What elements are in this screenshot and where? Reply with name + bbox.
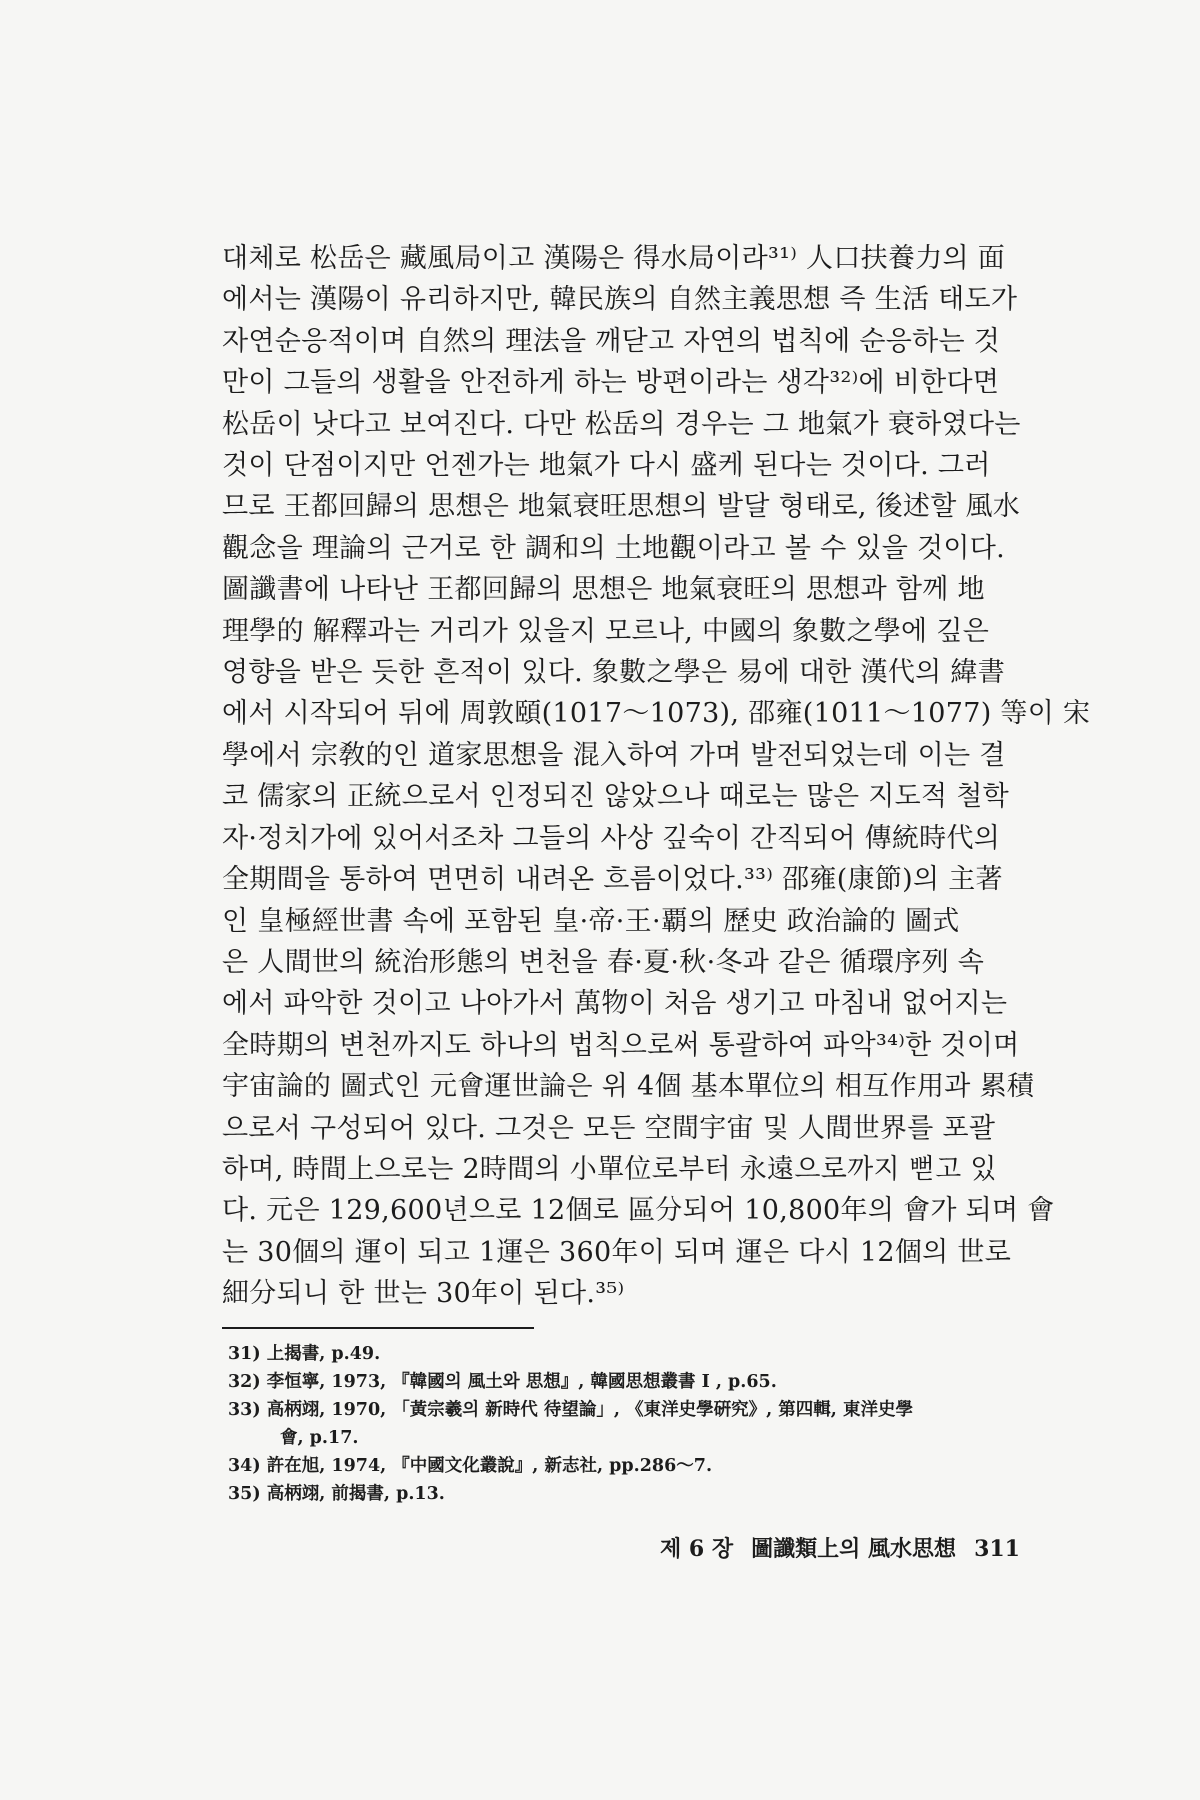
body-line: 는 30個의 運이 되고 1運은 360年이 되며 運은 다시 12個의 世로: [222, 1236, 1012, 1268]
body-line: 細分되니 한 世는 30年이 된다.³⁵⁾: [222, 1278, 625, 1310]
body-line: 영향을 받은 듯한 흔적이 있다. 象數之學은 易에 대한 漢代의 緯書: [222, 657, 1006, 689]
body-text: [222, 238, 1091, 1315]
body-line: 인 皇極經世書 속에 포함된 皇·帝·王·覇의 歷史 政治論的 圖式: [222, 905, 960, 937]
footnote-33-continuation: 會, p.17.: [280, 1428, 359, 1448]
body-line: 全期間을 통하여 면면히 내려온 흐름이었다.³³⁾ 邵雍(康節)의 主著: [222, 864, 1003, 896]
running-footer: [660, 1532, 1020, 1563]
body-line: 全時期의 변천까지도 하나의 법칙으로써 통괄하여 파악³⁴⁾한 것이며: [222, 1029, 1020, 1061]
body-line: 것이 단점이지만 언젠가는 地氣가 다시 盛케 된다는 것이다. 그러: [222, 450, 991, 482]
body-line: 자·정치가에 있어서조차 그들의 사상 깊숙이 간직되어 傳統時代의: [222, 822, 1001, 854]
footnote-separator: [222, 1327, 534, 1329]
body-line: 觀念을 理論의 근거로 한 調和의 土地觀이라고 볼 수 있을 것이다.: [222, 532, 1006, 564]
body-line: 하며, 時間上으로는 2時間의 小單位로부터 永遠으로까지 뻗고 있: [222, 1153, 997, 1185]
body-line: 으로서 구성되어 있다. 그것은 모든 空間宇宙 및 人間世界를 포괄: [222, 1112, 996, 1144]
footer-chapter: 제 6 장: [660, 1536, 734, 1562]
body-line: 에서 시작되어 뒤에 周敦頤(1017～1073), 邵雍(1011～1077) 等이 宋: [222, 698, 1091, 730]
body-line: 圖讖書에 나타난 王都回歸의 思想은 地氣衰旺의 思想과 함께 地: [222, 574, 985, 606]
footnote-31: 31) 上揭書, p.49.: [228, 1344, 381, 1364]
body-line: 자연순응적이며 自然의 理法을 깨닫고 자연의 법칙에 순응하는 것: [222, 325, 1001, 357]
body-line: 松岳이 낫다고 보여진다. 다만 松岳의 경우는 그 地氣가 衰하였다는: [222, 408, 1021, 440]
footnote-35: 35) 高柄翊, 前揭書, p.13.: [228, 1484, 445, 1504]
body-line: 에서 파악한 것이고 나아가서 萬物이 처음 생기고 마침내 없어지는: [222, 988, 1008, 1020]
body-line: 다. 元은 129,600년으로 12個로 區分되어 10,800年의 會가 되며 會: [222, 1195, 1055, 1227]
footnote-33: 33) 高柄翊, 1970, 「黃宗羲의 新時代 待望論」, 《東洋史學硏究》, 第四輯, 東洋史學: [228, 1400, 913, 1420]
body-line: 에서는 漢陽이 유리하지만, 韓民族의 自然主義思想 즉 生活 태도가: [222, 284, 1018, 316]
footnote-32: 32) 李恒寧, 1973, 『韓國의 風土와 思想』, 韓國思想叢書 I , p.65.: [228, 1372, 777, 1392]
footnote-34: 34) 許在旭, 1974, 『中國文化叢說』, 新志社, pp.286～7.: [228, 1456, 713, 1476]
footer-title: 圖讖類上의 風水思想: [751, 1536, 957, 1562]
body-line: 므로 王都回歸의 思想은 地氣衰旺思想의 발달 형태로, 後述할 風水: [222, 491, 1021, 523]
body-line: 宇宙論的 圖式인 元會運世論은 위 4個 基本單位의 相互作用과 累積: [222, 1071, 1035, 1103]
body-line: 은 人間世의 統治形態의 변천을 春·夏·秋·冬과 같은 循環序列 속: [222, 946, 985, 978]
page-number: 311: [974, 1536, 1020, 1562]
body-line: 學에서 宗敎的인 道家思想을 混入하여 가며 발전되었는데 이는 결: [222, 739, 1006, 771]
body-line: 만이 그들의 생활을 안전하게 하는 방편이라는 생각³²⁾에 비한다면: [222, 367, 1000, 399]
body-line: 대체로 松岳은 藏風局이고 漢陽은 得水局이라³¹⁾ 人口扶養力의 面: [222, 243, 1006, 274]
footnotes: [228, 1340, 1048, 1508]
body-line: 理學的 解釋과는 거리가 있을지 모르나, 中國의 象數之學에 깊은: [222, 615, 990, 647]
body-line: 코 儒家의 正統으로서 인정되진 않았으나 때로는 많은 지도적 철학: [222, 781, 1010, 813]
